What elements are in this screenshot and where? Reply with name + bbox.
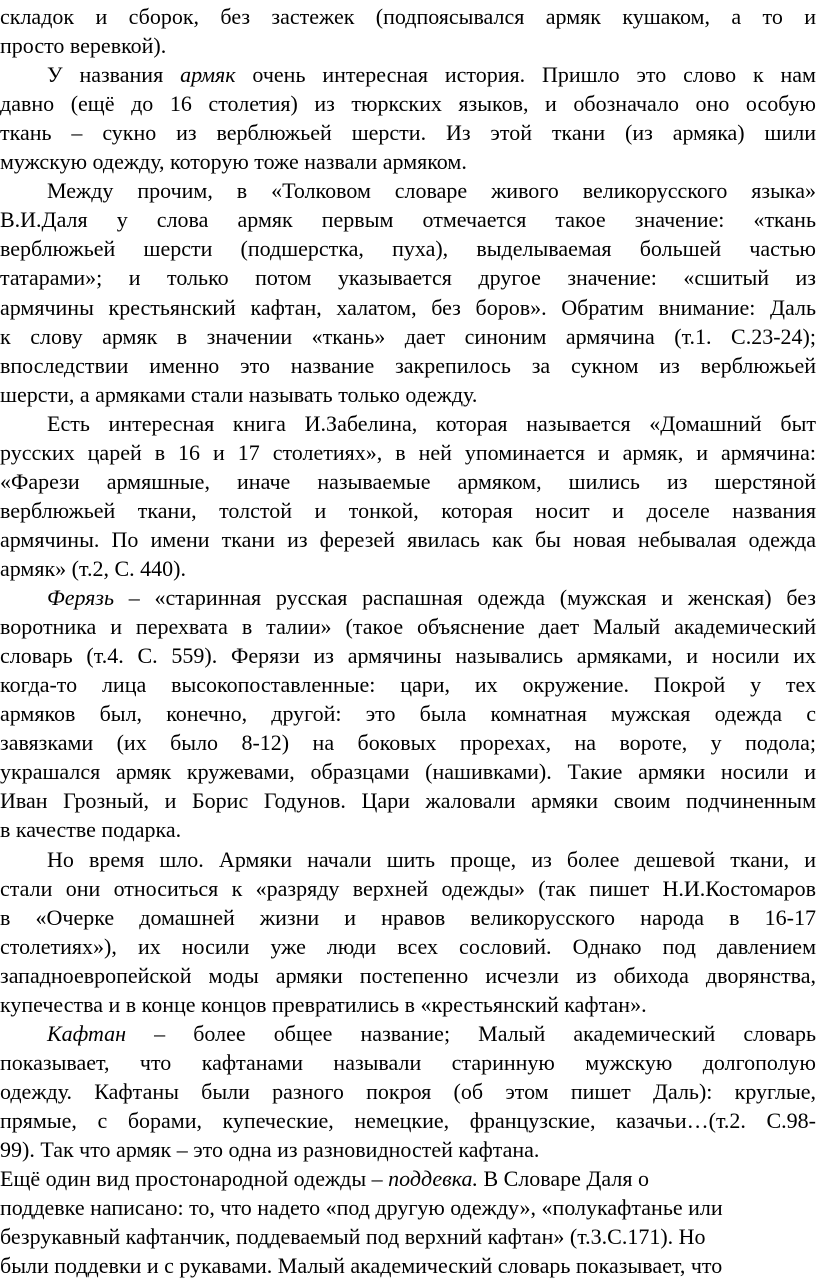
text-line: 99). Так что армяк – это одна из разновидностей кафтана. [0, 1137, 540, 1162]
text-line: верблюжьей шерсти (подшерстка, пуха), выделываемая большей частью [0, 236, 816, 262]
text-line: поддевке написано: то, что надето «под другую одежду», «полукафтанье или [0, 1195, 723, 1220]
text-line: были поддевки и с рукавами. Малый академический словарь показывает, что [0, 1253, 723, 1279]
text-line: западноевропейской моды армяки постепенно исчезли из обихода дворянства, [0, 962, 816, 988]
text-line: В.И.Даля у слова армяк первым отмечается такое значение: «ткань [0, 207, 816, 233]
text-line: воротника и перехвата в талии» (такое объяснение дает Малый академический [0, 614, 816, 640]
text-line: Есть интересная книга И.Забелина, которая называется «Домашний быт [47, 410, 816, 436]
italic-term: поддевка. [388, 1166, 478, 1191]
text-line: татарами»; и только потом указывается другое значение: «сшитый из [0, 265, 816, 291]
text-line: купечества и в конце концов превратились в «крестьянский кафтан». [0, 991, 647, 1017]
text-line: армяков был, конечно, другой: это была комнатная мужская одежда с [0, 701, 816, 727]
text-line: прямые, с борами, купеческие, немецкие, французские, казачьи…(т.2. С.98- [0, 1107, 816, 1133]
text-line: впоследствии именно это название закрепилось за сукном из верблюжьей [0, 352, 816, 378]
text-line: Ферязь – «старинная русская распашная одежда (мужская и женская) без [47, 585, 816, 610]
text-line: словарь (т.4. С. 559). Ферязи из армячины назывались армяками, и носили их [0, 643, 816, 669]
text-line: в «Очерке домашней жизни и нравов великорусского народа в 16-17 [0, 904, 816, 930]
text-line: складок и сборок, без застежек (подпоясывался армяк кушаком, а то и [0, 4, 816, 29]
text-line: безрукавный кафтанчик, поддеваемый под верхний кафтан» (т.3.С.171). Но [0, 1224, 706, 1250]
text-line: давно (ещё до 16 столетия) из тюркских языков, и обозначало оно особую [0, 91, 816, 117]
text-line: к слову армяк в значении «ткань» дает синоним армячина (т.1. С.23-24); [0, 323, 816, 349]
text-line: верблюжьей ткани, толстой и тонкой, которая носит и доселе названия [0, 497, 816, 523]
text-line: Между прочим, в «Толковом словаре живого великорусского языка» [47, 178, 816, 204]
text-line: У названия армяк очень интересная история. Пришло это слово к нам [47, 62, 816, 88]
text-line: мужскую одежду, которую тоже назвали армяком. [0, 149, 467, 175]
text-line: «Фарези армяшные, иначе называемые армяком, шились из шерстяной [0, 468, 816, 494]
text-line: стали они относиться к «разряду верхней одежды» (так пишет Н.И.Костомаров [0, 875, 816, 901]
italic-term: Ферязь [47, 585, 114, 610]
text-line: когда-то лица высокопоставленные: цари, их окружение. Покрой у тех [0, 672, 816, 698]
text-line: Но время шло. Армяки начали шить проще, из более дешевой ткани, и [47, 846, 816, 872]
text-line: одежду. Кафтаны были разного покроя (об этом пишет Даль): круглые, [0, 1078, 816, 1104]
italic-term: Кафтан [47, 1020, 127, 1046]
text-line: в качестве подарка. [0, 817, 182, 843]
text-line: просто веревкой). [0, 33, 167, 59]
text-line: показывает, что кафтанами называли старинную мужскую долгополую [0, 1049, 816, 1075]
text-line: армячины крестьянский кафтан, халатом, без боров». Обратим внимание: Даль [0, 294, 816, 320]
text-line: Кафтан – более общее название; Малый академический словарь [47, 1020, 816, 1046]
text-line: армяк» (т.2, С. 440). [0, 556, 186, 581]
text-line: армячины. По имени ткани из ферезей явилась как бы новая небывалая одежда [0, 526, 816, 552]
text-line: столетиях»), их носили уже люди всех сословий. Однако под давлением [0, 933, 816, 959]
italic-term: армяк [180, 62, 236, 88]
text-line: русских царей в 16 и 17 столетиях», в ней упоминается и армяк, и армячина: [0, 439, 816, 465]
text-line: Ещё один вид простонародной одежды – поддевка. В Словаре Даля о [0, 1166, 649, 1191]
text-line: украшался армяк кружевами, образцами (нашивками). Такие армяки носили и [0, 759, 816, 785]
text-line: ткань – сукно из верблюжьей шерсти. Из этой ткани (из армяка) шили [0, 120, 816, 146]
text-line: шерсти, а армяками стали называть только одежду. [0, 381, 478, 407]
text-line: завязками (их было 8-12) на боковых прорехах, на вороте, у подола; [0, 730, 816, 756]
text-line: Иван Грозный, и Борис Годунов. Цари жаловали армяки своим подчиненным [0, 788, 816, 814]
